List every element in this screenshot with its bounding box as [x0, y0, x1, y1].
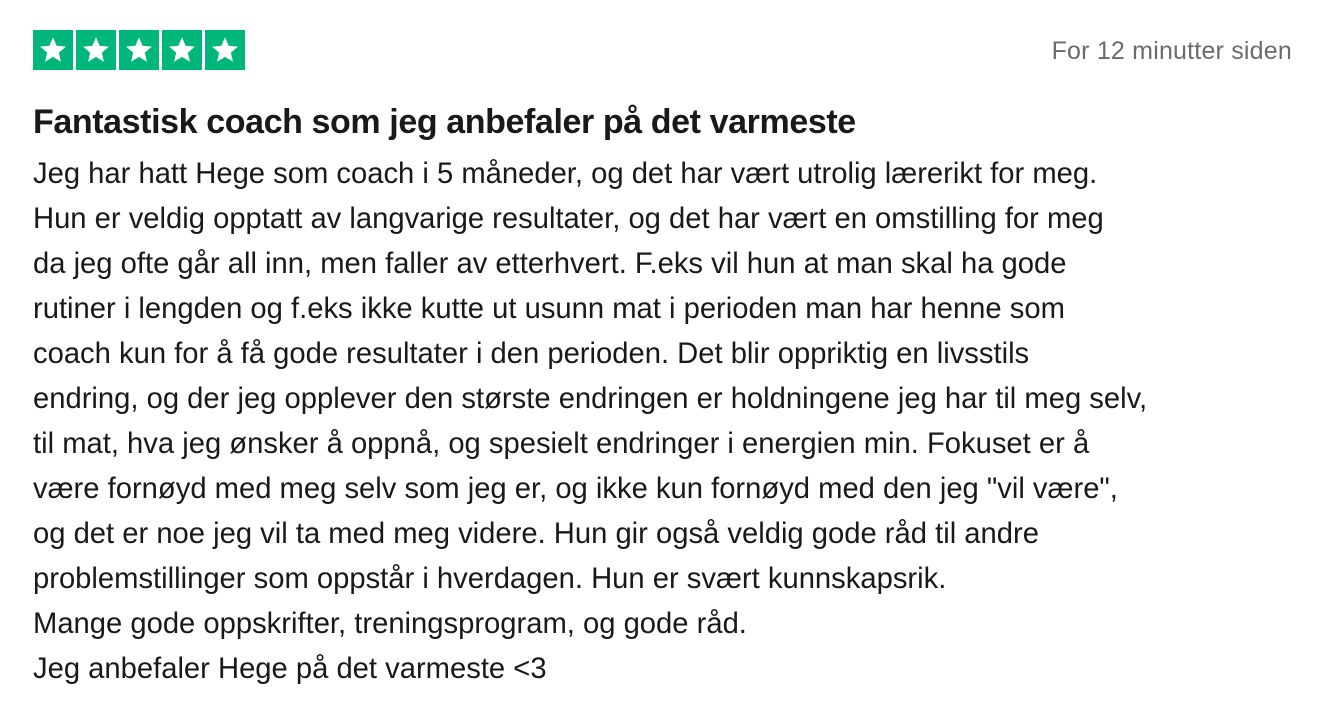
star-icon — [119, 30, 159, 70]
review-body-line: Mange gode oppskrifter, treningsprogram, og gode råd. — [33, 608, 747, 640]
review-body-line: coach kun for å få gode resultater i den perioden. Det blir oppriktig en livsstils — [33, 338, 1030, 370]
review-body-line: og det er noe jeg vil ta med meg videre. Hun gir også veldig gode råd til andre — [33, 518, 1039, 550]
star-icon — [76, 30, 116, 70]
review-body-line: problemstillinger som oppstår i hverdagen. Hun er svært kunnskapsrik. — [33, 563, 947, 595]
review-body-line: Hun er veldig opptatt av langvarige resultater, og det har vært en omstilling for meg — [33, 203, 1104, 235]
review-title: Fantastisk coach som jeg anbefaler på det varmeste — [33, 103, 856, 141]
review-timestamp: For 12 minutter siden — [1051, 36, 1292, 65]
review-body-line: rutiner i lengden og f.eks ikke kutte ut usunn mat i perioden man har henne som — [33, 293, 1065, 325]
star-icon — [205, 30, 245, 70]
review-body-line: Jeg anbefaler Hege på det varmeste <3 — [33, 653, 547, 685]
review-header — [33, 30, 1292, 70]
star-icon — [33, 30, 73, 70]
review-body-line: endring, og der jeg opplever den største endringen er holdningene jeg har til meg selv, — [33, 383, 1148, 415]
review-body — [33, 152, 1323, 692]
review-body-line: til mat, hva jeg ønsker å oppnå, og spesielt endringer i energien min. Fokuset er å — [33, 428, 1090, 460]
review-body-line: da jeg ofte går all inn, men faller av etterhvert. F.eks vil hun at man skal ha gode — [33, 248, 1067, 280]
star-icon — [162, 30, 202, 70]
star-rating — [33, 30, 245, 70]
review-body-line: Jeg har hatt Hege som coach i 5 måneder, og det har vært utrolig lærerikt for meg. — [33, 158, 1098, 190]
review-body-line: være fornøyd med meg selv som jeg er, og ikke kun fornøyd med den jeg "vil være", — [33, 473, 1118, 505]
